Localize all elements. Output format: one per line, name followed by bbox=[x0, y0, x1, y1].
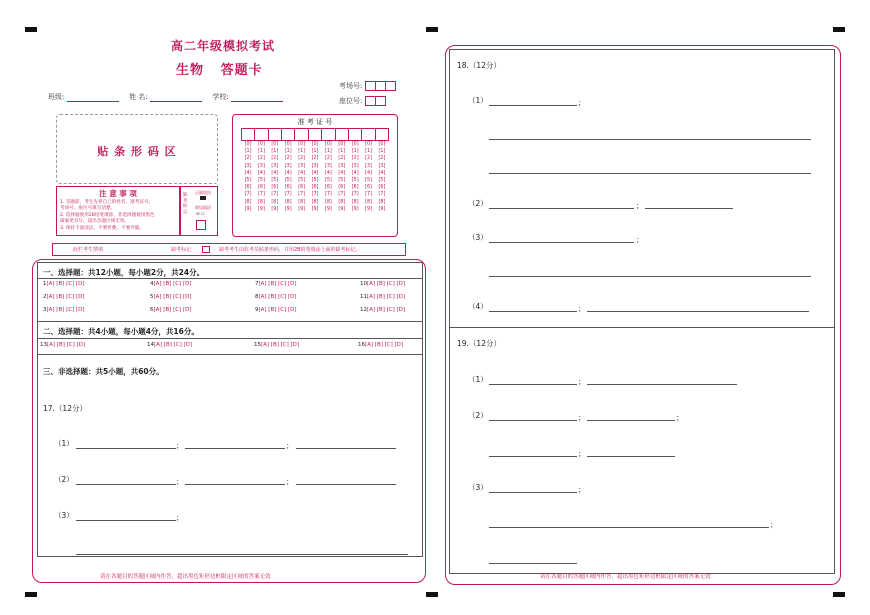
absent-bar bbox=[52, 243, 406, 256]
admission-digit-bubble[interactable]: [9] bbox=[258, 206, 265, 212]
footer-note-right: 请在各题目的答题区域内作答，超出黑色矩形边框限定区域的答案无效 bbox=[540, 574, 711, 580]
choice-item[interactable]: 8[A] [B] [C] [D] bbox=[255, 294, 297, 300]
admission-digit-bubble[interactable]: [5] bbox=[311, 178, 319, 184]
notice-line: 2. 选择题使用2B铅笔填涂，非选择题使用黑色 bbox=[60, 212, 155, 218]
separator: ； bbox=[578, 304, 586, 313]
correct-fill-sample bbox=[200, 196, 206, 200]
separator: ； bbox=[578, 98, 586, 107]
name-field[interactable] bbox=[150, 91, 202, 102]
q18-part2-blank-1[interactable] bbox=[489, 208, 634, 209]
admission-digit-bubble[interactable]: [0] bbox=[258, 142, 265, 148]
class-label: 班级: bbox=[48, 93, 65, 101]
q19-part2-label: （2） bbox=[468, 411, 488, 420]
admission-digit-bubble[interactable]: [9] bbox=[284, 206, 292, 212]
school-label: 学校: bbox=[212, 93, 229, 101]
separator: ； bbox=[770, 520, 778, 529]
admission-digit-bubble[interactable]: [6] bbox=[284, 185, 292, 191]
admission-digit-bubble[interactable]: [6] bbox=[338, 185, 346, 191]
admission-digit-input[interactable] bbox=[348, 129, 361, 141]
absent-mark-box bbox=[180, 186, 218, 236]
absent-bar-checkbox[interactable] bbox=[202, 246, 210, 253]
admission-digit-bubble[interactable]: [6] bbox=[258, 185, 265, 191]
admission-digit-bubble[interactable]: [2] bbox=[258, 156, 265, 162]
admission-digit-bubble[interactable]: [2] bbox=[298, 156, 305, 162]
separator: ； bbox=[176, 477, 184, 486]
admission-digit-bubble[interactable]: [2] bbox=[324, 156, 332, 162]
choice-item[interactable]: 9[A] [B] [C] [D] bbox=[255, 307, 297, 313]
admission-digit-input[interactable] bbox=[335, 129, 348, 141]
name-label: 姓 名: bbox=[129, 93, 148, 101]
admission-digit-bubble[interactable]: [6] bbox=[351, 185, 359, 191]
subject-title: 生物 答题卡 bbox=[176, 63, 263, 78]
admission-digit-bubble[interactable]: [8] bbox=[311, 199, 319, 205]
admission-digit-bubble[interactable]: [3] bbox=[311, 163, 319, 169]
student-info-row bbox=[48, 91, 283, 102]
admission-digit-bubble[interactable]: [1] bbox=[338, 149, 346, 155]
q19-part3-label: （3） bbox=[468, 483, 488, 492]
admission-digit-input[interactable] bbox=[322, 129, 335, 141]
q18-part4-blank-2[interactable] bbox=[587, 311, 809, 312]
admission-digit-input[interactable] bbox=[255, 129, 268, 141]
admission-digit-bubble[interactable]: [4] bbox=[338, 170, 346, 176]
admission-digit-bubble[interactable]: [1] bbox=[365, 149, 372, 155]
admission-digit-input[interactable] bbox=[362, 129, 375, 141]
registration-mark bbox=[25, 27, 37, 32]
admission-digit-bubble[interactable]: [2] bbox=[338, 156, 346, 162]
admission-digit-bubble[interactable]: [2] bbox=[365, 156, 372, 162]
admission-digit-bubble[interactable]: [3] bbox=[258, 163, 265, 169]
admission-digit-bubble[interactable]: [5] bbox=[244, 178, 252, 184]
admission-digit-bubble[interactable]: [9] bbox=[271, 206, 279, 212]
admission-digit-bubble[interactable]: [4] bbox=[298, 170, 305, 176]
admission-digit-input[interactable] bbox=[268, 129, 281, 141]
admission-digit-bubble[interactable]: [6] bbox=[378, 185, 386, 191]
absent-side-label: 缺考标记 bbox=[183, 193, 188, 215]
admission-digit-input[interactable] bbox=[308, 129, 321, 141]
choice-item[interactable]: 16[A] [B] [C] [D] bbox=[358, 342, 404, 348]
admission-digit-input[interactable] bbox=[375, 129, 388, 141]
q17-part2-blank-2[interactable] bbox=[185, 484, 285, 485]
q18-part1-blank-2[interactable] bbox=[489, 139, 811, 140]
exam-title: 高二年级模拟考试 bbox=[171, 39, 276, 53]
admission-digit-bubble[interactable]: [5] bbox=[271, 178, 279, 184]
admission-digit-bubble[interactable]: [8] bbox=[324, 199, 332, 205]
choice-item[interactable]: 1[A] [B] [C] [D] bbox=[43, 281, 85, 287]
q18-part1-label: （1） bbox=[468, 96, 488, 105]
q18-part4-label: （4） bbox=[468, 302, 488, 311]
registration-mark bbox=[25, 592, 37, 597]
admission-digit-bubble[interactable]: [2] bbox=[284, 156, 292, 162]
notice-lines bbox=[57, 199, 179, 232]
admission-digit-bubble[interactable]: [4] bbox=[284, 170, 292, 176]
admission-digit-bubble[interactable]: [2] bbox=[271, 156, 279, 162]
absent-bar-middle: 缺考标记 bbox=[171, 247, 192, 253]
admission-digit-bubble[interactable]: [2] bbox=[244, 156, 252, 162]
choice-item[interactable]: 12[A] [B] [C] [D] bbox=[360, 307, 406, 313]
q18-part3-label: （3） bbox=[468, 233, 488, 242]
school-field[interactable] bbox=[231, 91, 283, 102]
choice-item[interactable]: 6[A] [B] [C] [D] bbox=[150, 307, 192, 313]
choice-item[interactable]: 3[A] [B] [C] [D] bbox=[43, 307, 85, 313]
choice-item[interactable]: 13[A] [B] [C] [D] bbox=[40, 342, 86, 348]
admission-digit-bubble[interactable]: [1] bbox=[298, 149, 305, 155]
barcode-area bbox=[56, 114, 218, 184]
separator: ； bbox=[176, 441, 184, 450]
admission-digit-bubble[interactable]: [3] bbox=[324, 163, 332, 169]
section1-title: 一、选择题：共12小题，每小题2分，共24分。 bbox=[43, 268, 205, 277]
admission-digit-bubble[interactable]: [8] bbox=[271, 199, 279, 205]
q17-part2-label: （2） bbox=[54, 475, 74, 484]
admission-digit-bubble[interactable]: [3] bbox=[351, 163, 359, 169]
admission-number-box bbox=[232, 114, 398, 237]
class-field[interactable] bbox=[67, 91, 119, 102]
admission-digit-bubble[interactable]: [5] bbox=[258, 178, 265, 184]
admission-digit-bubble[interactable]: [8] bbox=[378, 199, 386, 205]
admission-digit-bubble[interactable]: [7] bbox=[365, 192, 372, 198]
separator: ； bbox=[578, 377, 586, 386]
admission-digit-bubble[interactable]: [6] bbox=[311, 185, 319, 191]
admission-digit-bubble[interactable]: [7] bbox=[271, 192, 279, 198]
q17-part2-blank-1[interactable] bbox=[76, 484, 176, 485]
admission-digit-bubble[interactable]: [0] bbox=[271, 142, 279, 148]
q19-part3-blank-2[interactable] bbox=[489, 527, 769, 528]
admission-digit-bubble[interactable]: [8] bbox=[298, 199, 305, 205]
admission-digit-bubble[interactable]: [8] bbox=[338, 199, 346, 205]
choice-item[interactable]: 15[A] [B] [C] [D] bbox=[254, 342, 300, 348]
admission-digit-bubble[interactable]: [5] bbox=[351, 178, 359, 184]
admission-digit-bubble[interactable]: [3] bbox=[244, 163, 252, 169]
wrong-fill-samples: ☒ ☐ bbox=[196, 211, 205, 216]
admission-digit-bubble[interactable]: [9] bbox=[298, 206, 305, 212]
separator: ； bbox=[286, 441, 294, 450]
q18-part3-blank-1[interactable] bbox=[489, 242, 634, 243]
choice-item[interactable]: 2[A] [B] [C] [D] bbox=[43, 294, 85, 300]
admission-digit-bubble[interactable]: [0] bbox=[298, 142, 305, 148]
q18-part2-label: （2） bbox=[468, 199, 488, 208]
q17-part2-blank-3[interactable] bbox=[296, 484, 396, 485]
admission-digit-bubble[interactable]: [0] bbox=[324, 142, 332, 148]
q18-part4-blank-1[interactable] bbox=[489, 311, 577, 312]
admission-digit-bubble[interactable]: [4] bbox=[378, 170, 386, 176]
admission-digit-bubble[interactable]: [4] bbox=[271, 170, 279, 176]
admission-digit-bubble[interactable]: [7] bbox=[378, 192, 386, 198]
q19-part2-blank-4[interactable] bbox=[587, 456, 675, 457]
separator: ； bbox=[636, 201, 644, 210]
seat-field[interactable] bbox=[339, 96, 386, 106]
admission-digit-bubble[interactable]: [6] bbox=[244, 185, 252, 191]
admission-digit-bubble[interactable]: [1] bbox=[311, 149, 319, 155]
admission-digit-bubble[interactable]: [8] bbox=[258, 199, 265, 205]
q19-part1-label: （1） bbox=[468, 375, 488, 384]
choice-item[interactable]: 7[A] [B] [C] [D] bbox=[255, 281, 297, 287]
choice-item[interactable]: 11[A] [B] [C] [D] bbox=[360, 294, 406, 300]
separator: ； bbox=[176, 513, 184, 522]
admission-digit-bubble[interactable]: [2] bbox=[378, 156, 386, 162]
q19-part1-blank-2[interactable] bbox=[587, 384, 737, 385]
admission-digit-bubble[interactable]: [3] bbox=[378, 163, 386, 169]
admission-digit-bubble[interactable]: [6] bbox=[324, 185, 332, 191]
seat-label: 座位号: bbox=[339, 97, 363, 105]
separator: ； bbox=[578, 449, 586, 458]
admission-digit-bubble[interactable]: [5] bbox=[284, 178, 292, 184]
admission-digit-bubble[interactable]: [9] bbox=[338, 206, 346, 212]
admission-digit-bubble[interactable]: [8] bbox=[244, 199, 252, 205]
admission-digit-bubble[interactable]: [1] bbox=[258, 149, 265, 155]
q18-part1-blank-3[interactable] bbox=[489, 173, 811, 174]
correct-fill-label: 正确填涂 bbox=[195, 190, 211, 195]
notice-line: 碳素笔书写，超出答题区域无效。 bbox=[60, 219, 129, 225]
q17-part3-blank-1[interactable] bbox=[76, 520, 176, 521]
registration-mark bbox=[833, 592, 845, 597]
choice-item[interactable]: 10[A] [B] [C] [D] bbox=[360, 281, 406, 287]
choice-item[interactable]: 5[A] [B] [C] [D] bbox=[150, 294, 192, 300]
admission-digit-bubble[interactable]: [9] bbox=[311, 206, 319, 212]
choice-item[interactable]: 4[A] [B] [C] [D] bbox=[150, 281, 192, 287]
q18-label: 18.（12分） bbox=[457, 61, 501, 70]
q17-part1-label: （1） bbox=[54, 439, 74, 448]
admission-digit-bubble[interactable]: [7] bbox=[284, 192, 292, 198]
q18-part1-blank-1[interactable] bbox=[489, 105, 577, 106]
admission-digit-bubble[interactable]: [9] bbox=[351, 206, 359, 212]
admission-digit-bubble[interactable]: [8] bbox=[351, 199, 359, 205]
admission-digit-bubble[interactable]: [4] bbox=[258, 170, 265, 176]
q19-part2-blank-3[interactable] bbox=[489, 456, 577, 457]
admission-digit-bubble[interactable]: [1] bbox=[271, 149, 279, 155]
choice-area bbox=[37, 262, 423, 557]
admission-digit-bubble[interactable]: [1] bbox=[324, 149, 332, 155]
admission-digit-bubble[interactable]: [6] bbox=[271, 185, 279, 191]
admission-digit-bubble[interactable]: [8] bbox=[365, 199, 372, 205]
notice-line: 1. 答题前，考生先将自己的姓名、准考证号、 bbox=[60, 200, 154, 205]
admission-digit-bubble[interactable]: [5] bbox=[324, 178, 332, 184]
admission-digit-bubble[interactable]: [0] bbox=[244, 142, 252, 148]
absent-bar-right: 缺考考生由监考员贴条形码，并用2B铅笔填涂上面的缺考标记。 bbox=[219, 247, 361, 253]
admission-digit-bubble[interactable]: [7] bbox=[298, 192, 305, 198]
q19-part2-blank-2[interactable] bbox=[587, 420, 675, 421]
q17-part1-blank-1[interactable] bbox=[76, 448, 176, 449]
registration-mark bbox=[426, 592, 438, 597]
admission-digit-bubble[interactable]: [4] bbox=[365, 170, 372, 176]
q17-label: 17.（12分） bbox=[43, 404, 87, 413]
notice-box bbox=[56, 186, 180, 236]
admission-digit-bubble[interactable]: [6] bbox=[365, 185, 372, 191]
admission-digit-bubble[interactable]: [3] bbox=[271, 163, 279, 169]
admission-digit-bubble[interactable]: [1] bbox=[244, 149, 252, 155]
admission-digit-input[interactable] bbox=[241, 129, 254, 141]
admission-digit-bubble[interactable]: [7] bbox=[338, 192, 346, 198]
separator: ； bbox=[578, 485, 586, 494]
admission-digit-bubble[interactable]: [0] bbox=[284, 142, 292, 148]
q19-label: 19.（12分） bbox=[457, 339, 501, 348]
admission-digit-bubble[interactable]: [2] bbox=[351, 156, 359, 162]
admission-digit-bubble[interactable]: [9] bbox=[365, 206, 372, 212]
q19-part3-blank-1[interactable] bbox=[489, 492, 577, 493]
q19-part3-blank-3[interactable] bbox=[489, 563, 577, 564]
admission-digit-bubble[interactable]: [1] bbox=[351, 149, 359, 155]
q17-part1-blank-2[interactable] bbox=[185, 448, 285, 449]
separator: ； bbox=[676, 413, 684, 422]
q18-part2-blank-2[interactable] bbox=[645, 208, 733, 209]
admission-digit-bubble[interactable]: [3] bbox=[284, 163, 292, 169]
registration-mark bbox=[426, 27, 438, 32]
admission-digit-bubble[interactable]: [4] bbox=[244, 170, 252, 176]
choice-item[interactable]: 14[A] [B] [C] [D] bbox=[147, 342, 193, 348]
admission-digit-bubble[interactable]: [6] bbox=[298, 185, 305, 191]
admission-digit-bubble[interactable]: [4] bbox=[324, 170, 332, 176]
admission-digit-bubble[interactable]: [4] bbox=[351, 170, 359, 176]
registration-mark bbox=[833, 27, 845, 32]
q19-part2-blank-1[interactable] bbox=[489, 420, 577, 421]
admission-digit-bubble[interactable]: [0] bbox=[378, 142, 386, 148]
admission-digit-bubble[interactable]: [7] bbox=[258, 192, 265, 198]
section3-title: 三、非选择题：共5小题，共60分。 bbox=[43, 367, 164, 376]
admission-digit-bubble[interactable]: [3] bbox=[338, 163, 346, 169]
exam-room-label: 考场号: bbox=[339, 82, 363, 90]
q18-q19-divider bbox=[449, 327, 834, 328]
absent-checkbox[interactable] bbox=[196, 220, 206, 230]
admission-digit-bubble[interactable]: [7] bbox=[311, 192, 319, 198]
admission-number-grid[interactable] bbox=[241, 128, 389, 213]
admission-digit-bubble[interactable]: [9] bbox=[244, 206, 252, 212]
admission-digit-input[interactable] bbox=[282, 129, 295, 141]
admission-digit-bubble[interactable]: [5] bbox=[378, 178, 386, 184]
admission-number-title: 准 考 证 号 bbox=[297, 118, 333, 126]
admission-digit-input[interactable] bbox=[295, 129, 308, 141]
admission-digit-bubble[interactable]: [2] bbox=[311, 156, 319, 162]
admission-digit-bubble[interactable]: [9] bbox=[324, 206, 332, 212]
admission-digit-bubble[interactable]: [0] bbox=[351, 142, 359, 148]
admission-digit-bubble[interactable]: [0] bbox=[338, 142, 346, 148]
admission-digit-bubble[interactable]: [8] bbox=[284, 199, 292, 205]
admission-digit-bubble[interactable]: [4] bbox=[311, 170, 319, 176]
admission-digit-bubble[interactable]: [3] bbox=[365, 163, 372, 169]
notice-title: 注 意 事 项 bbox=[99, 189, 137, 198]
q17-part1-blank-3[interactable] bbox=[296, 448, 396, 449]
admission-digit-bubble[interactable]: [3] bbox=[298, 163, 305, 169]
q17-part3-label: （3） bbox=[54, 511, 74, 520]
barcode-label: 贴 条 形 码 区 bbox=[97, 145, 177, 158]
separator: ； bbox=[578, 413, 586, 422]
admission-digit-bubble[interactable]: [1] bbox=[378, 149, 386, 155]
wrong-fill-label: 错误填涂 bbox=[195, 205, 211, 210]
admission-digit-bubble[interactable]: [1] bbox=[284, 149, 292, 155]
admission-digit-bubble[interactable]: [0] bbox=[365, 142, 372, 148]
absent-bar-left: 此栏考生禁填 bbox=[73, 247, 104, 253]
q17-part3-blank-2[interactable] bbox=[76, 554, 408, 555]
admission-digit-bubble[interactable]: [7] bbox=[351, 192, 359, 198]
notice-line: 3. 保持卡面清洁，不要折叠、不要弄破。 bbox=[60, 225, 144, 231]
admission-digit-bubble[interactable]: [9] bbox=[378, 206, 386, 212]
admission-digit-bubble[interactable]: [0] bbox=[311, 142, 319, 148]
admission-digit-bubble[interactable]: [5] bbox=[298, 178, 305, 184]
footer-note-left: 请在各题目的答题区域内作答，超出黑色矩形边框限定区域的答案无效 bbox=[100, 574, 271, 580]
separator: ； bbox=[636, 235, 644, 244]
q19-part1-blank-1[interactable] bbox=[489, 384, 577, 385]
separator: ； bbox=[286, 477, 294, 486]
section2-title: 二、选择题：共4小题，每小题4分，共16分。 bbox=[43, 327, 199, 336]
notice-line: 考场号、座位号填写清楚。 bbox=[60, 206, 116, 212]
admission-digit-bubble[interactable]: [5] bbox=[338, 178, 346, 184]
admission-digit-bubble[interactable]: [7] bbox=[244, 192, 252, 198]
admission-digit-bubble[interactable]: [7] bbox=[324, 192, 332, 198]
exam-room-field[interactable] bbox=[339, 81, 396, 91]
q18-part3-blank-2[interactable] bbox=[489, 276, 811, 277]
admission-digit-bubble[interactable]: [5] bbox=[365, 178, 372, 184]
